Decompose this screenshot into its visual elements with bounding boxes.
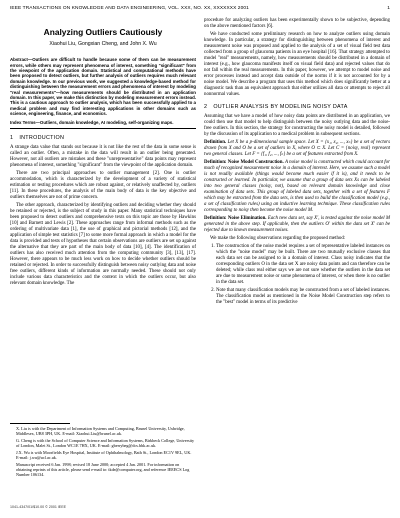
definition-label: Definition: Noise Elimination. [204,215,267,221]
paragraph: We have conducted some preliminary research on how to analyze outliers using domain knowledge. In particular, a strategy for distinguishing between phenomena of interest and measurement noise was proposed and applied to the analysis of a set of visual field test data collected from a group of glaucoma patients in an eye hospital [16]. That strategy attempted to model "real" measurements, namely, how measurements should be distributed in a domain of interest (e.g., how glaucoma manifests itself on visual field data) and rejected values that do not fall within the real measurements. In this paper, however, we attempt to model noise and error processes instead and accept data outside of the norms if it is not accounted for by a noise model. We describe a program that uses this method which does significantly better at a diagnostic task than an equivalent approach that either utilizes all data or attempts to reject all nonnormal values. [204,31,390,98]
section-heading-2 [204,104,390,110]
footnote-divider [10,423,70,424]
paragraph: We make the following observations regarding the proposed method: [210,235,346,241]
paragraph: There are two principal approaches to outlier management [2]. One is outlier accommodation, which is characterized by the development of a variety of statistical estimation or testing procedures which are robust against, or relatively unaffected by, outliers [11]. In these procedures, the analysis of the main body of data is the key objective and outliers themselves are not of prime concern. [10,170,196,200]
right-column [204,18,390,308]
definition-label: Definition. [204,140,227,146]
section-title: INTRODUCTION [19,134,65,141]
footnote: X. Liu is with the Department of Information Systems and Computing, Brunel University, Uxbridge, Middlesex, UB8 3PH, UK. E-mail: Xiaohui.Liu@brunel.ac.uk. [16,426,185,437]
list-item: 1. The construction of the noise model requires a set of representative labeled instances on which the "noise model" may be built. There are two mutually exclusive classes that each data set can be assigned to in a domain of interest. Class noisy indicates that the corresponding outliers O in the data set X are noisy data points and can therefore can be deleted; while class real either says we are not sure whether the outliers in the data set are due to measurement noise or some phenomena of interest, or when there is no outlier in the data set. [216,244,390,286]
section-heading-1 [10,135,196,141]
footnote: J.X. Wu is with Moorfields Eye Hospital, Institute of Ophthalmology, Bath St., London EC1V 9EL, UK. E-mail: j.wu@ucl.ac.uk. [16,449,192,461]
definition-3 [204,216,390,234]
footnotes [10,423,196,479]
page-number: 1 [387,6,390,11]
definition-text: Let X be a p-dimensional sample space. Let X = {x₁, x₂, ..., xₙ} be a set of vectors drawn from X and O be a set of outliers in X, where O ⊂ X. Let C = {noisy, real} represent two general classes. Let F = {f₁, f₂, ..., fₙ} be a set of features extracted from X. [204,140,390,158]
paper-title: Analyzing Outliers Cautiously [43,27,163,37]
footnote: Manuscript received 6 Jan. 1998; revised 18 June 2000; accepted 4 Jan. 2001. For information on obtaining reprints of this article, please send e-mail to: tkde@computer.org, and reference IEEECS Log Number 106134. [16,461,190,478]
section-number: 1 [10,134,14,141]
observation-list [204,244,390,306]
definition-text: Each new data set, say X', is tested against the noise model M generated in the above step. If applicable, then the outliers O' within the data set X' can be rejected due to known measurement noises. [204,215,390,233]
paragraph: A strange data value that stands out because it is not like the rest of the data in some sense is called an outlier. Often, a mistake in the data will result in an outlier being generated. However, not all outliers are mistakes and these "unrepresentative" data points may represent phenomena of interest, something "significant" from the viewpoint of the application domain. [10,145,196,169]
paragraph: procedure for analyzing outliers has been experimentally shown to be subjective, depending on the above mentioned factors [6]. [204,18,390,30]
section-title: OUTLIER ANALYSIS BY MODELING NOISY DATA [213,104,348,111]
running-header [10,6,390,11]
index-terms: Index Terms—Outliers, domain knowledge, AI modeling, self-organizing maps. [10,119,174,125]
definition-1 [204,140,390,158]
left-column [10,18,196,289]
definition-label: Definition: Noise Model Construction. [204,159,284,165]
divider [10,128,196,129]
definition-2 [204,160,390,214]
paragraph: The other approach, characterized by identifying outliers and deciding whether they should be retained or rejected, is the subject of study in this paper. Many statistical techniques have been proposed to detect outliers and comprehensive texts on this topic are those by Hawkins [10] and Barnett and Lewis [2]. These approaches range from informal methods such as the ordering of multivariate data [1], the use of graphical and pictorial methods [12], and the application of simple test statistics [7] to some more formal approach in which a model for the data is provided and tests of hypotheses that certain observations are outliers are set up against the alternative that they are part of the main body of data [10], [4]. The identification of outliers has also received much attention from the computing community [3], [13], [17]. However, there appears to be much less work on how to decide whether outliers should be retained or rejected. In order to successfully distinguish between noisy outlying data and noise free outliers, different kinds of information are normally needed. These should not only include various data characteristics and the context in which the outliers occur, but also relevant domain knowledge. The [10,202,196,287]
author-list: Xiaohui Liu, Gongxian Cheng, and John X. Wu [49,41,157,48]
section-number: 2 [204,104,208,111]
list-item: 2. Note that many classification models may be constructed from a set of labeled instances. The classification model as mentioned in the Noise Model Construction step refers to the "best" model in terms of its predictive [216,288,390,306]
definition-text: A noise model is constructed which could account for much of recognized measurement noise in a domain of interest. Here, we assume such a model is not readily available (things would become much easier if it is), and it needs to be constructed or learned. In particular, we assume that a group of data sets Xs can be labeled into two general classes (noisy, not), based on relevant domain knowledge and close examination of data sets. This group of labeled data sets, together with a set of features F which may be extracted from the data sets, is then used to build the classification model (e.g., a set of classification rules) using an inductive learning technique. These classification rules corresponding to noisy then become the noise model M. [204,159,390,214]
paragraph: Assuming that we have a model of how noisy data points are distributed in an application, we could then use that model to help distinguish between the noisy outlying data and the noise-free outliers. In this section, the strategy for constructing the noisy model is detailed, followed by the discussion of its application to a medical problem in subsequent sections. [204,114,390,138]
footnote: G. Cheng is with the School of Computer Science and Information Systems, Birkbeck College, University of London, Malet St., London WC1E 7HX, UK. E-mail: gberrybeg@dcs.bbk.ac.uk. [16,437,195,449]
journal-header: IEEE TRANSACTIONS ON KNOWLEDGE AND DATA ENGINEERING, VOL. XXX, NO. XX, XXXXXXX 2001 [10,6,249,11]
abstract: Abstract—Outliers are difficult to handle because some of them can be measurement errors, while others may represent phenomena of interest, something "significant" from the viewpoint of the application domain. Statistical and computational methods have been proposed to detect outliers, but further analysis of outliers requires much relevant domain knowledge. In our previous work, we suggested a knowledge-based method for distinguishing between the measurement errors and phenomena of interest by modeling "real measurements"—how measurements should be distributed in an application domain. In this paper, we make this distinction by modeling measurement errors instead. This is a cautious approach to outlier analysis, which has been successfully applied to a medical problem and may find interesting applications in other domains such as science, engineering, finance, and economics. [10,57,196,117]
copyright-footer: 1041-4347/01/$10.00 © 2001 IEEE [10,505,66,509]
